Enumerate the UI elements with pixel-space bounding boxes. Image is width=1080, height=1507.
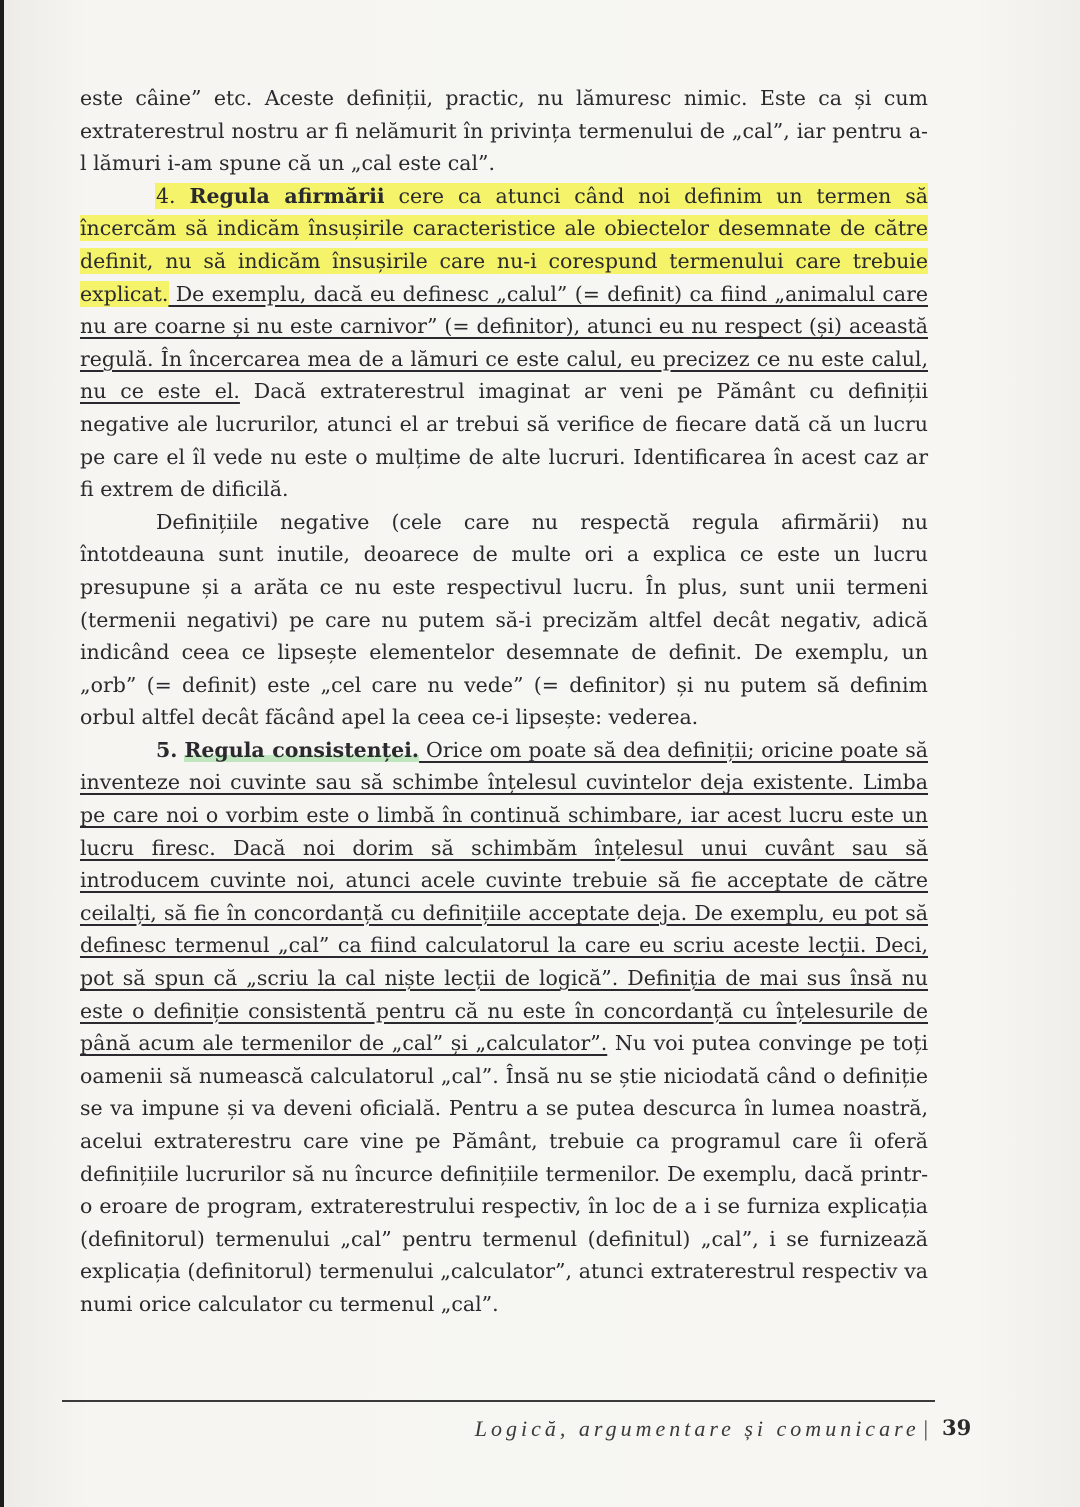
rule-4-underlined-text: De exemplu, dacă eu definesc „calul” (= definit) ca fiind „animalul care nu are coarne și nu este carnivor” (= definitor), atunci eu nu respect (și) această regulă. În încercarea mea de a lămuri ce este calul, eu precizez ce nu este calul, nu ce este el. (80, 281, 928, 404)
rule-5-rest-text: Nu voi putea convinge pe toți oamenii să numească calculatorul „cal”. Însă nu se știe niciodată când o definiție se va impune și va deveni oficială. Pentru a se putea descurca în lumea noastră, acelui extraterestru care vine pe Pământ, trebuie ca programul care îi oferă definițiile lucrurilor să nu încurce definițiile termenilor. De exemplu, dacă printr-o eroare de program, extraterestrului respectiv, în loc de a i se furniza explicația (definitorul) termenului „cal” pentru termenul (definitul) „cal”, i se furnizează explicația (definitorul) termenului „calculator”, atunci extraterestrul respectiv va numi orice calculator cu termenul „cal”. (80, 1031, 928, 1316)
rule-4-highlighted-text: cere ca atunci când noi definim un termen să încercăm să indicăm însușirile caracteristice ale obiectelor desemnate de către definit, nu să indicăm însușirile care nu-i corespund termenului care trebuie explicat. (80, 183, 928, 306)
footer-rule (62, 1400, 935, 1402)
paragraph-rule-4 (80, 180, 928, 506)
rule-4-number: 4. (156, 183, 176, 208)
body-text (80, 82, 928, 1321)
rule-5-number: 5. (156, 737, 178, 762)
paragraph-1: este câine” etc. Aceste definiții, practic, nu lămuresc nimic. Este ca și cum extraterestrul nostru ar fi nelămurit în privința termenului de „cal”, iar pentru a-l lămuri i-am spune că un „cal este cal”. (80, 86, 928, 176)
footer-book-title: Logică, argumentare și comunicare (474, 1416, 920, 1441)
page-edge (0, 0, 4, 1507)
footer-title-wrap (475, 1416, 932, 1442)
page-number: 39 (942, 1415, 972, 1440)
rule-5-underlined-text: Orice om poate să dea definiții; oricine poate să inventeze noi cuvinte sau să schimbe înțelesul cuvintelor deja existente. Limba pe care noi o vorbim este o limbă în continuă schimbare, iar acest lucru este un lucru firesc. Dacă noi dorim să schimbăm înțelesul unui cuvânt sau să introducem cuvinte noi, atunci acele cuvinte trebuie să fie acceptate de către ceilalți, să fie în concordanță cu definițiile acceptate deja. De exemplu, eu pot să definesc termenul „cal” ca fiind calculatorul la care eu scriu aceste lecții. Deci, pot să spun că „scriu la cal niște lecții de logică”. Definiția de mai sus însă nu este o definiție consistentă pentru că nu este în concordanță cu înțelesurile de până acum ale termenilor de „cal” și „calculator”. (80, 737, 928, 1056)
footer-separator: | (923, 1416, 928, 1441)
paragraph-negative-definitions: Definițiile negative (cele care nu respectă regula afirmării) nu întotdeauna sunt inutile, deoarece de multe ori a explica ce este un lucru presupune și a arăta ce nu este respectivul lucru. În plus, sunt unii termeni (termenii negativi) pe care nu putem să-i precizăm altfel decât negativ, adică indicând ceea ce lipsește elementelor desemnate de definit. De exemplu, un „orb” (= definit) este „cel care nu vede” (= definitor) și nu putem să definim orbul altfel decât făcând apel la ceea ce-i lipsește: vederea. (80, 509, 928, 730)
rule-5-title: Regula consistenței. (184, 737, 420, 762)
rule-4-title: Regula afirmării (189, 183, 385, 208)
paragraph-rule-5 (80, 734, 928, 1321)
rule-4-rest-text: Dacă extraterestrul imaginat ar veni pe Pământ cu definiții negative ale lucrurilor, atunci el ar trebui să verifice de fiecare dată că un lucru pe care el îl vede nu este o mulțime de alte lucruri. Identificarea în acest caz ar fi extrem de dificilă. (80, 379, 928, 502)
